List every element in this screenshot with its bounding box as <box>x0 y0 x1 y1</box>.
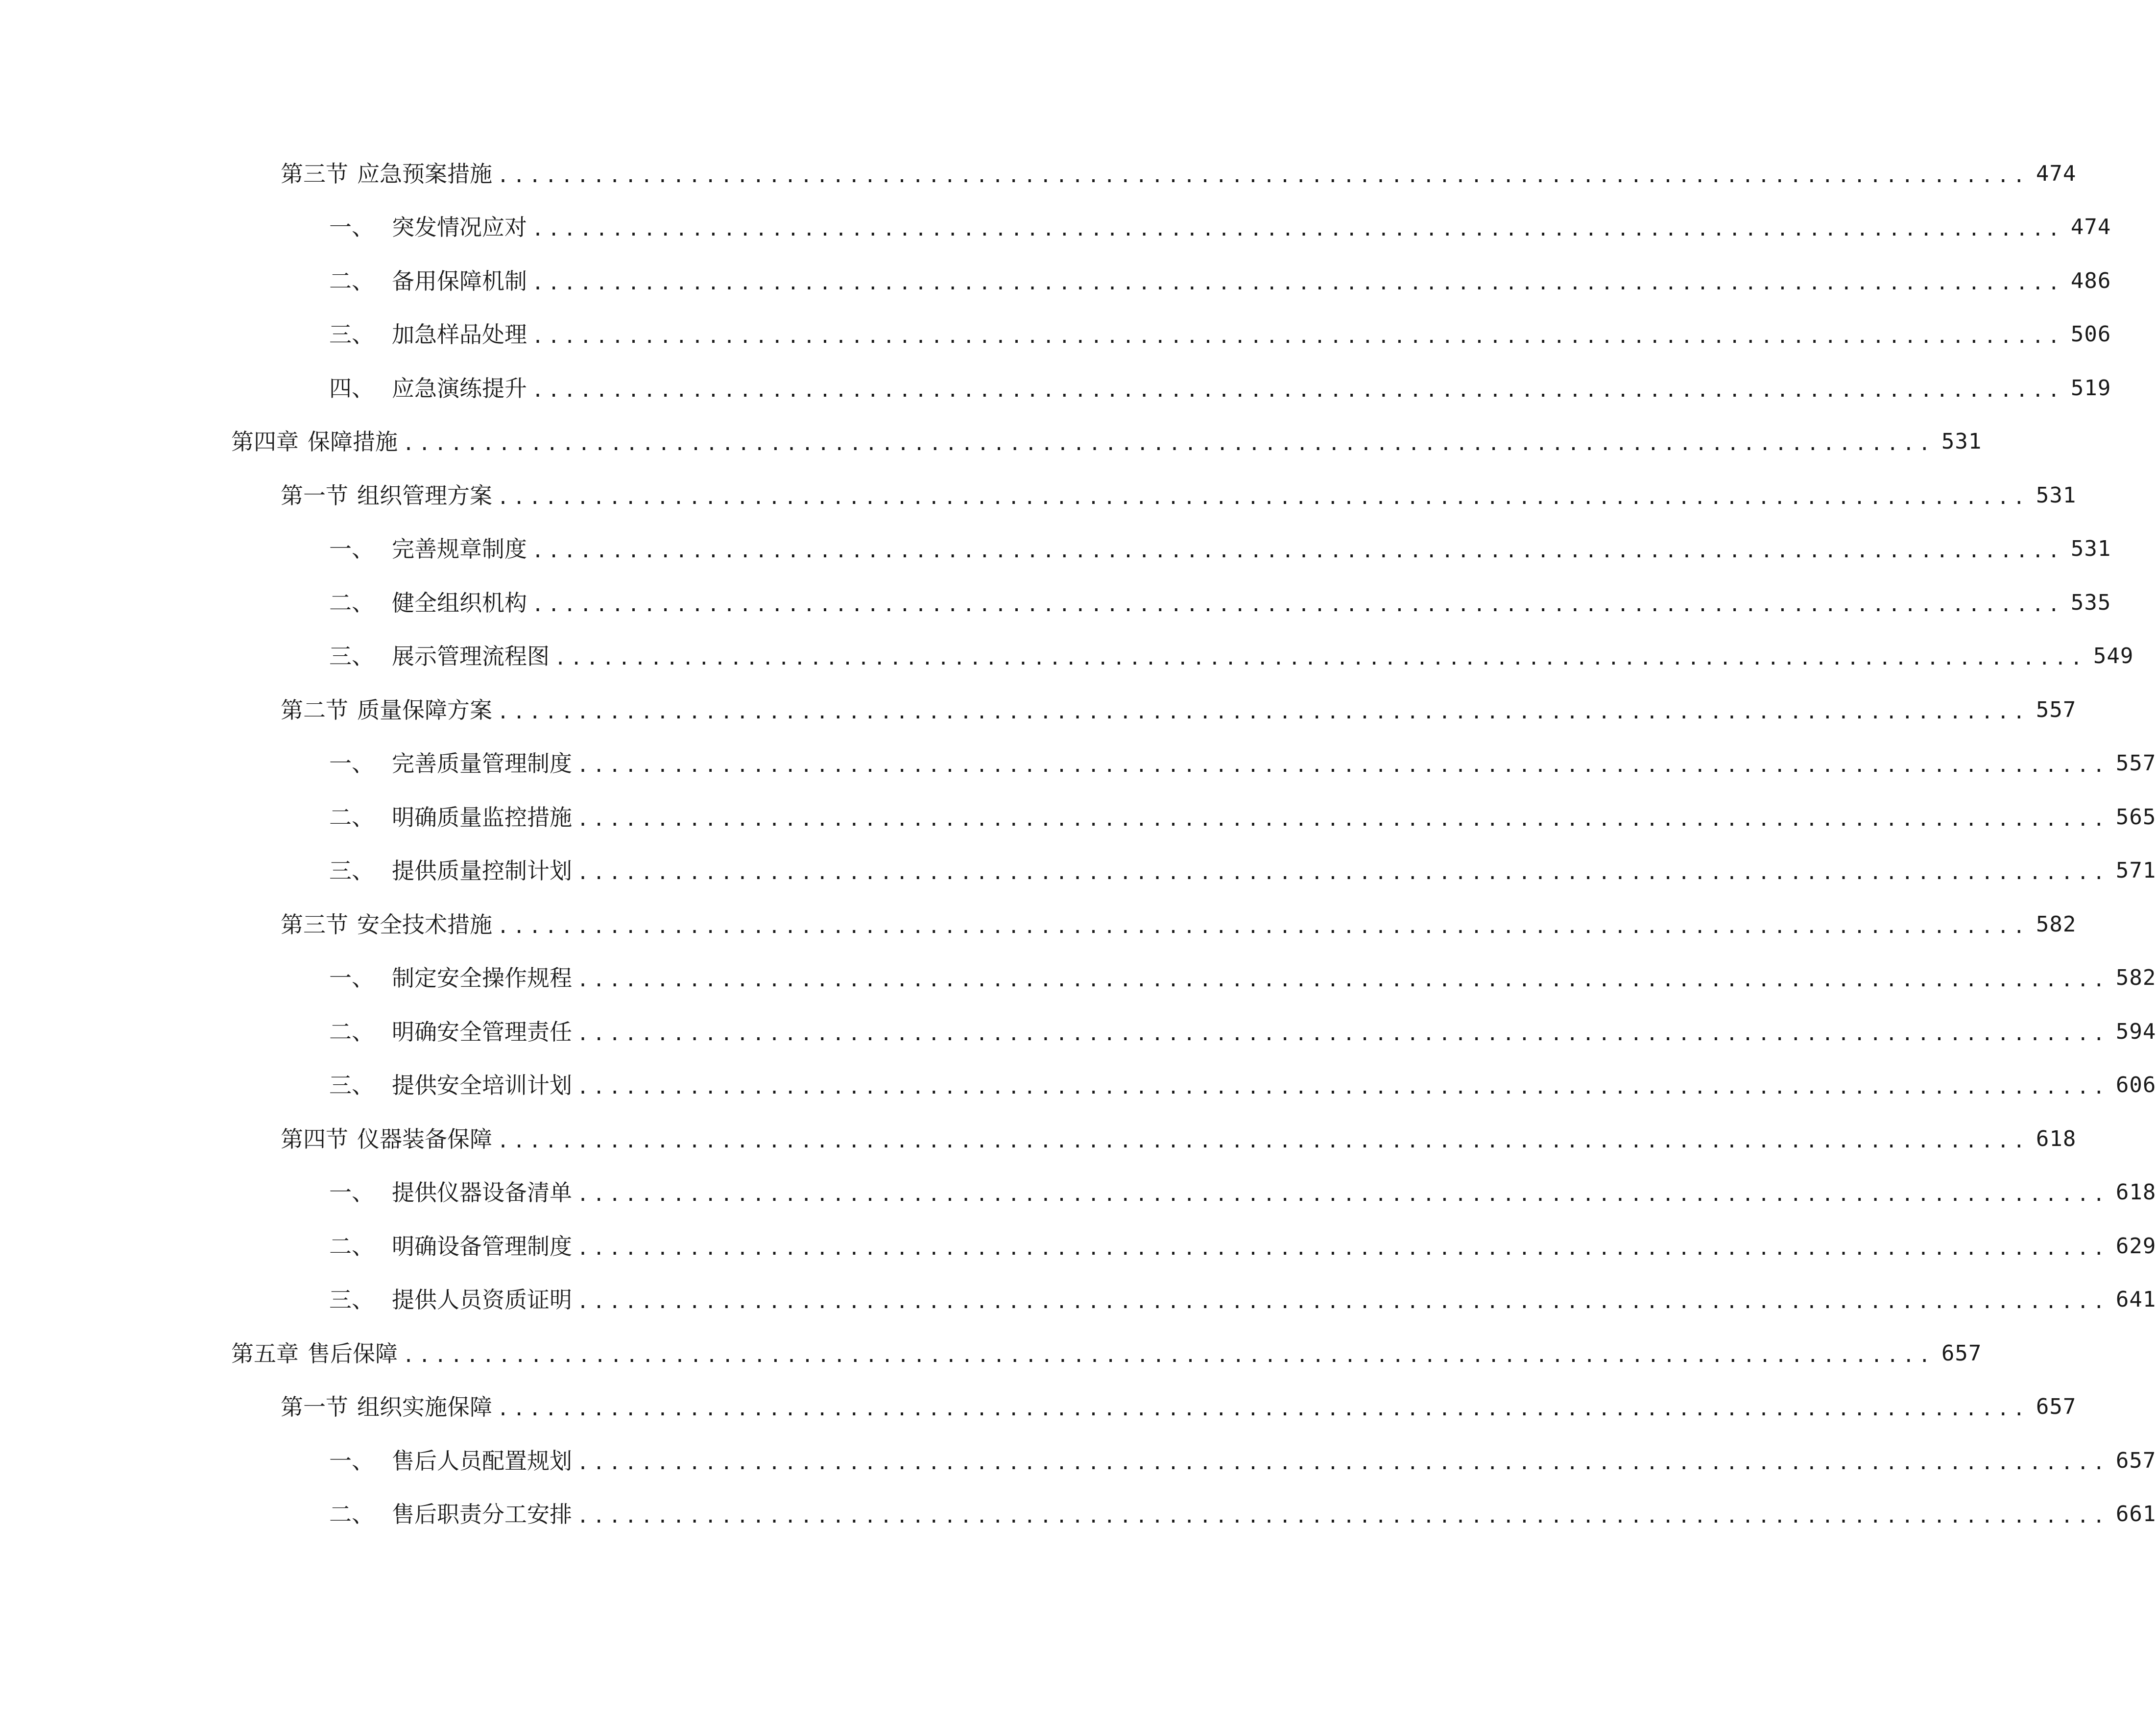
toc-entry-subsection[interactable] <box>0 1488 2156 1542</box>
toc-entry-label: 三、 <box>329 1287 374 1313</box>
toc-page-number: 557 <box>2115 751 2156 776</box>
toc-entry-title <box>329 965 572 992</box>
toc-entry-label: 第四节 <box>281 1125 348 1152</box>
toc-page-number: 474 <box>2070 215 2111 240</box>
toc-entry-text: 安全技术措施 <box>357 911 492 938</box>
toc-leader-dots: ................................................................................................ <box>532 325 2064 348</box>
toc-leader-dots: ................................................................................................ <box>532 271 2064 294</box>
toc-entry-label: 一、 <box>329 1447 374 1474</box>
toc-entry-subsection[interactable] <box>0 630 2134 684</box>
toc-entry-title <box>329 1181 572 1204</box>
toc-page-number: 506 <box>2070 322 2111 347</box>
toc-entry-text: 加急样品处理 <box>392 321 527 348</box>
toc-leader-dots: ................................................................................................ <box>532 593 2064 616</box>
toc-leader-dots: ................................................................................................ <box>497 1398 2029 1421</box>
toc-page-number: 657 <box>2115 1448 2156 1473</box>
toc-leader-dots: ................................................................................................ <box>577 1290 2109 1313</box>
toc-leader-dots: ................................................................................................ <box>403 1344 1935 1367</box>
toc-page-number: 618 <box>2115 1180 2156 1205</box>
toc-page-number: 535 <box>2070 590 2111 615</box>
toc-leader-dots: ................................................................................................ <box>497 700 2029 723</box>
toc-entry-title <box>329 377 527 400</box>
toc-entry-text: 完善质量管理制度 <box>392 750 572 777</box>
toc-leader-dots: ................................................................................................ <box>577 808 2109 831</box>
toc-entry-text: 售后保障 <box>308 1340 398 1367</box>
toc-leader-dots: ................................................................................................ <box>497 1129 2029 1152</box>
toc-entry-text: 提供仪器设备清单 <box>392 1179 572 1206</box>
toc-entry-text: 制定安全操作规程 <box>392 965 572 992</box>
toc-leader-dots: ................................................................................................ <box>532 379 2064 402</box>
toc-entry-subsection[interactable] <box>0 952 2156 1005</box>
table-of-contents <box>0 147 2156 1541</box>
toc-leader-dots: ................................................................................................ <box>577 861 2109 884</box>
toc-leader-dots: ................................................................................................ <box>403 432 1935 455</box>
toc-page-number: 486 <box>2070 268 2111 293</box>
toc-entry-subsection[interactable] <box>0 1434 2156 1488</box>
toc-entry-text: 提供质量控制计划 <box>392 858 572 884</box>
toc-entry-label: 二、 <box>329 1233 374 1260</box>
toc-entry-title <box>329 1447 572 1474</box>
toc-entry-text: 保障措施 <box>308 429 398 455</box>
toc-page-number: 531 <box>2070 536 2111 562</box>
toc-entry-subsection[interactable] <box>0 1273 2156 1327</box>
toc-leader-dots: ................................................................................................ <box>577 754 2109 777</box>
toc-leader-dots: ................................................................................................ <box>577 1505 2109 1528</box>
toc-entry-text: 组织管理方案 <box>357 482 492 509</box>
toc-entry-text: 突发情况应对 <box>392 214 527 241</box>
toc-leader-dots: ................................................................................................ <box>497 164 2029 187</box>
toc-entry-title <box>329 1235 572 1258</box>
toc-entry-text: 售后人员配置规划 <box>392 1447 572 1474</box>
toc-entry-title <box>329 589 527 616</box>
toc-page-number: 661 <box>2115 1502 2156 1527</box>
toc-page-number: 557 <box>2036 697 2077 722</box>
toc-page-number: 519 <box>2070 375 2111 401</box>
toc-entry-text: 完善规章制度 <box>392 536 527 563</box>
toc-page-number: 565 <box>2115 804 2156 830</box>
toc-entry-title <box>329 267 527 294</box>
toc-entry-label: 一、 <box>329 214 374 241</box>
toc-entry-title <box>329 536 527 563</box>
toc-leader-dots: ................................................................................................ <box>577 1076 2109 1099</box>
toc-entry-text: 明确质量监控措施 <box>392 804 572 831</box>
toc-page-number: 549 <box>2093 644 2134 669</box>
toc-entry-text: 应急演练提升 <box>392 375 527 402</box>
toc-entry-text: 提供安全培训计划 <box>392 1072 572 1099</box>
toc-entry-title <box>329 752 572 775</box>
toc-page-number: 531 <box>2036 482 2077 508</box>
toc-entry-label: 三、 <box>329 321 374 348</box>
toc-entry-title <box>329 645 550 668</box>
toc-page-number: 657 <box>2036 1394 2077 1420</box>
toc-entry-section[interactable] <box>0 1112 2077 1166</box>
toc-entry-subsection[interactable] <box>0 308 2111 362</box>
toc-leader-dots: ................................................................................................ <box>532 218 2064 241</box>
toc-leader-dots: ................................................................................................ <box>497 915 2029 938</box>
toc-leader-dots: ................................................................................................ <box>554 647 2086 670</box>
toc-page-number: 582 <box>2115 965 2156 991</box>
toc-entry-subsection[interactable] <box>0 1005 2156 1059</box>
toc-entry-text: 备用保障机制 <box>392 267 527 294</box>
toc-leader-dots: ................................................................................................ <box>577 1183 2109 1206</box>
toc-entry-label: 二、 <box>329 1018 374 1045</box>
toc-entry-label: 第二节 <box>281 696 348 723</box>
toc-entry-label: 二、 <box>329 267 374 294</box>
toc-entry-label: 第四章 <box>231 429 299 455</box>
toc-entry-title <box>281 1125 492 1152</box>
toc-page-number: 474 <box>2036 161 2077 186</box>
toc-entry-subsection[interactable] <box>0 790 2156 844</box>
toc-entry-label: 第三节 <box>281 160 348 187</box>
toc-entry-subsection[interactable] <box>0 1166 2156 1220</box>
toc-entry-subsection[interactable] <box>0 254 2111 308</box>
toc-entry-subsection[interactable] <box>0 844 2156 898</box>
toc-entry-label: 二、 <box>329 589 374 616</box>
toc-entry-label: 一、 <box>329 536 374 563</box>
toc-entry-title <box>281 913 492 936</box>
toc-entry-text: 明确设备管理制度 <box>392 1233 572 1260</box>
toc-entry-section[interactable] <box>0 469 2077 523</box>
toc-entry-label: 一、 <box>329 965 374 992</box>
toc-entry-subsection[interactable] <box>0 361 2111 415</box>
toc-entry-text: 展示管理流程图 <box>392 643 550 670</box>
toc-entry-text: 仪器装备保障 <box>357 1125 492 1152</box>
toc-entry-text: 提供人员资质证明 <box>392 1287 572 1313</box>
toc-entry-label: 二、 <box>329 804 374 831</box>
toc-page-number: 582 <box>2036 911 2077 937</box>
toc-entry-title <box>281 160 492 187</box>
toc-entry-text: 售后职责分工安排 <box>392 1501 572 1528</box>
toc-entry-chapter[interactable] <box>0 415 1982 469</box>
toc-entry-label: 第五章 <box>231 1340 299 1367</box>
toc-page-number: 629 <box>2115 1233 2156 1259</box>
toc-entry-label: 一、 <box>329 750 374 777</box>
toc-entry-label: 二、 <box>329 1501 374 1528</box>
toc-entry-subsection[interactable] <box>0 201 2111 255</box>
toc-leader-dots: ................................................................................................ <box>497 486 2029 509</box>
toc-entry-section[interactable] <box>0 898 2077 952</box>
toc-entry-title <box>329 1074 572 1097</box>
toc-leader-dots: ................................................................................................ <box>577 1022 2109 1045</box>
toc-entry-title <box>231 1342 398 1365</box>
toc-entry-chapter[interactable] <box>0 1327 1982 1381</box>
toc-leader-dots: ................................................................................................ <box>577 1237 2109 1260</box>
toc-entry-title <box>329 1288 572 1311</box>
toc-entry-subsection[interactable] <box>0 1219 2156 1273</box>
toc-entry-subsection[interactable] <box>0 523 2111 576</box>
toc-entry-section[interactable] <box>0 1381 2077 1434</box>
toc-entry-label: 四、 <box>329 375 374 402</box>
toc-entry-label: 第三节 <box>281 911 348 938</box>
toc-page-number: 618 <box>2036 1126 2077 1151</box>
toc-entry-title <box>329 859 572 882</box>
toc-page-number: 657 <box>1941 1340 1982 1366</box>
toc-entry-title <box>329 216 527 239</box>
toc-entry-title <box>329 1018 572 1045</box>
toc-entry-label: 第一节 <box>281 1394 348 1421</box>
toc-leader-dots: ................................................................................................ <box>577 1451 2109 1474</box>
toc-entry-title <box>329 806 572 829</box>
toc-entry-text: 应急预案措施 <box>357 160 492 187</box>
toc-entry-subsection[interactable] <box>0 1059 2156 1113</box>
toc-entry-subsection[interactable] <box>0 576 2111 630</box>
toc-entry-text: 质量保障方案 <box>357 696 492 723</box>
toc-page-number: 641 <box>2115 1287 2156 1312</box>
toc-entry-title <box>231 430 398 453</box>
toc-entry-label: 三、 <box>329 858 374 884</box>
toc-entry-title <box>281 696 492 723</box>
toc-entry-title <box>281 484 492 507</box>
toc-entry-title <box>281 1394 492 1421</box>
toc-entry-text: 明确安全管理责任 <box>392 1018 572 1045</box>
toc-entry-section[interactable] <box>0 147 2077 201</box>
toc-leader-dots: ................................................................................................ <box>577 969 2109 992</box>
toc-page-number: 531 <box>1941 429 1982 454</box>
toc-entry-text: 健全组织机构 <box>392 589 527 616</box>
toc-entry-label: 三、 <box>329 643 374 670</box>
toc-entry-title <box>329 1503 572 1526</box>
toc-entry-title <box>329 323 527 346</box>
toc-leader-dots: ................................................................................................ <box>532 540 2064 563</box>
toc-entry-label: 第一节 <box>281 482 348 509</box>
toc-page-number: 594 <box>2115 1019 2156 1044</box>
toc-entry-subsection[interactable] <box>0 737 2156 791</box>
toc-page-number: 571 <box>2115 858 2156 883</box>
toc-entry-label: 三、 <box>329 1072 374 1099</box>
toc-entry-label: 一、 <box>329 1179 374 1206</box>
toc-entry-section[interactable] <box>0 683 2077 737</box>
toc-page-number: 606 <box>2115 1073 2156 1098</box>
toc-entry-text: 组织实施保障 <box>357 1394 492 1421</box>
